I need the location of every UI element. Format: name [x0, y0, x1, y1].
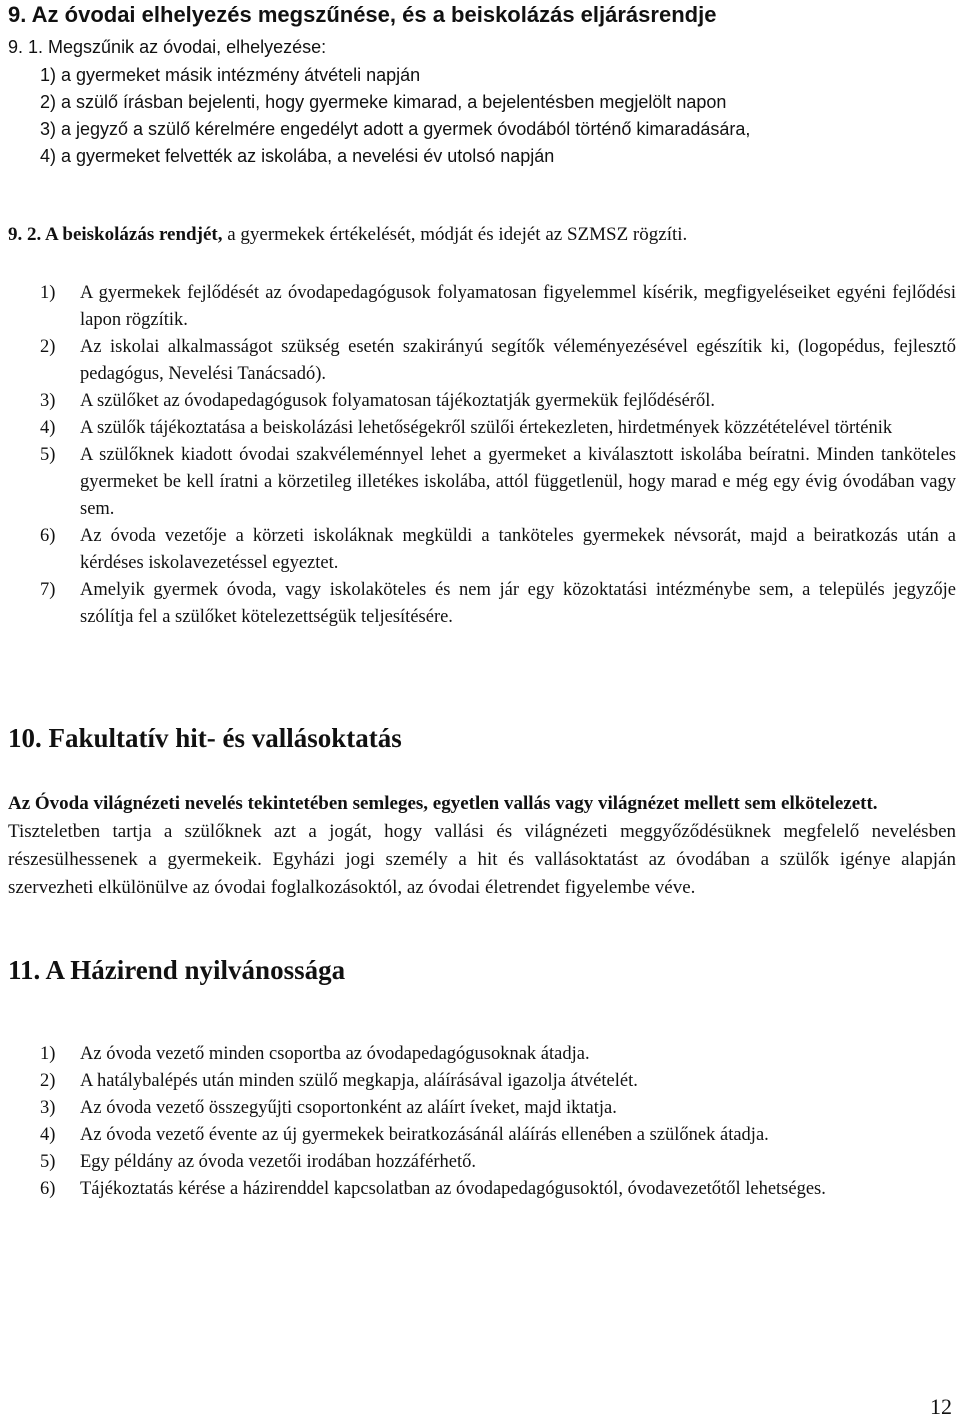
list-item-text: A gyermekek fejlődését az óvodapedagógusok folyamatosan figyelemmel kísérik, megfigyeléseiket egyéni fejlődési lapon rögzítik.: [80, 283, 956, 330]
list-item-text: Az óvoda vezetője a körzeti iskoláknak megküldi a tanköteles gyermekek névsorát, majd a beiratkozás után a kérdéses iskolavezetéssel egyeztet.: [80, 526, 956, 573]
section-9-1-list: [40, 62, 750, 170]
list-item-text: A szülők tájékoztatása a beiskolázási lehetőségekről szülői értekezleten, hirdetmények közzétételével történik: [80, 418, 893, 438]
list-item-text: Egy példány az óvoda vezetői irodában hozzáférhető.: [80, 1152, 477, 1172]
list-item-number: 4): [40, 1125, 56, 1145]
section-9-title: 9. Az óvodai elhelyezés megszűnése, és a beiskolázás eljárásrendje: [8, 2, 717, 27]
list-item-text: A szülőknek kiadott óvodai szakvéleménnyel lehet a gyermeket a kiválasztott iskolába beíratni. Minden tanköteles gyermeket be kell íratni a körzetileg illetékes iskolába, attól függetlenül, hogy marad e még egy évig óvodában vagy sem.: [80, 445, 956, 519]
page-number: 12: [930, 1394, 952, 1419]
section-10-body: [8, 790, 956, 902]
list-item-number: 5): [40, 1152, 56, 1172]
list-item: [40, 523, 956, 577]
list-item-number: 6): [40, 1179, 56, 1199]
section-10-bold-paragraph: Az Óvoda világnézeti nevelés tekintetében semleges, egyetlen vallás vagy világnézet mellett sem elkötelezett.: [8, 793, 878, 814]
list-item: 2) a szülő írásban bejelenti, hogy gyermeke kimarad, a bejelentésben megjelölt napon: [40, 92, 727, 112]
list-item-text: Az óvoda vezető évente az új gyermekek beiratkozásánál aláírás ellenében a szülőnek átadja.: [80, 1125, 769, 1145]
list-item-text: Tájékoztatás kérése a házirenddel kapcsolatban az óvodapedagógusoktól, óvodavezetőtől lehetséges.: [80, 1179, 826, 1199]
list-item-text: A szülőket az óvodapedagógusok folyamatosan tájékoztatják gyermekük fejlődéséről.: [80, 391, 715, 411]
list-item-text: Az iskolai alkalmasságot szükség esetén szakirányú segítők véleményezésével egészítik ki, (logopédus, fejlesztő pedagógus, Nevelési Tanácsadó).: [80, 337, 956, 384]
list-item: [40, 280, 956, 334]
list-item: [40, 1122, 920, 1149]
list-item-number: 2): [40, 1071, 56, 1091]
list-item-text: Az óvoda vezető összegyűjti csoportonként az aláírt íveket, majd iktatja.: [80, 1098, 617, 1118]
list-item: 3) a jegyző a szülő kérelmére engedélyt adott a gyermek óvodából történő kimaradására,: [40, 119, 751, 139]
list-item: 4) a gyermeket felvették az iskolába, a nevelési év utolsó napján: [40, 146, 555, 166]
list-item-number: 6): [40, 526, 56, 546]
list-item: [40, 1068, 920, 1095]
list-item: [40, 442, 956, 523]
list-item: [40, 1176, 920, 1203]
list-item: [40, 415, 956, 442]
list-item-number: 1): [40, 283, 56, 303]
list-item-number: 2): [40, 337, 56, 357]
list-item-text: Amelyik gyermek óvoda, vagy iskolaköteles és nem jár egy közoktatási intézménybe sem, a település jegyzője szólítja fel a szülőket kötelezettségük teljesítésére.: [80, 580, 956, 627]
list-item-number: 4): [40, 418, 56, 438]
list-item-number: 3): [40, 1098, 56, 1118]
list-item: [40, 577, 956, 631]
section-10-title: 10. Fakultatív hit- és vallásoktatás: [8, 723, 402, 753]
section-9-2-list: [40, 280, 956, 631]
list-item-number: 1): [40, 1044, 56, 1064]
list-item-number: 3): [40, 391, 56, 411]
list-item: [40, 388, 956, 415]
list-item-number: 5): [40, 445, 56, 465]
section-9-1-title: 9. 1. Megszűnik az óvodai, elhelyezése:: [8, 37, 327, 57]
section-9-2-lead-text: a gyermekek értékelését, módját és idejét az SZMSZ rögzíti.: [222, 224, 688, 245]
list-item: 1) a gyermeket másik intézmény átvételi napján: [40, 65, 421, 85]
list-item: [40, 1149, 920, 1176]
list-item-text: Az óvoda vezető minden csoportba az óvodapedagógusoknak átadja.: [80, 1044, 590, 1064]
list-item-number: 7): [40, 580, 56, 600]
list-item: [40, 1041, 920, 1068]
section-10-paragraph: Tiszteletben tartja a szülőknek azt a jogát, hogy vallási és világnézeti meggyőződésüknek megfelelő nevelésben részesülhessenek a gyermekeik. Egyházi jogi személy a hit és vallásoktatást az óvodában a szülők igénye alapján szervezheti elkülönülve az óvodai foglalkozásoktól, az óvodai életrendet figyelembe véve.: [8, 821, 956, 898]
list-item: [40, 334, 956, 388]
section-11-list: [40, 1041, 920, 1203]
list-item: [40, 1095, 920, 1122]
list-item-text: A hatálybalépés után minden szülő megkapja, aláírásával igazolja átvételét.: [80, 1071, 638, 1091]
section-11-title: 11. A Házirend nyilvánossága: [8, 955, 346, 985]
section-9-2-lead: [8, 222, 687, 248]
section-9-2-title: 9. 2. A beiskolázás rendjét,: [8, 224, 223, 245]
